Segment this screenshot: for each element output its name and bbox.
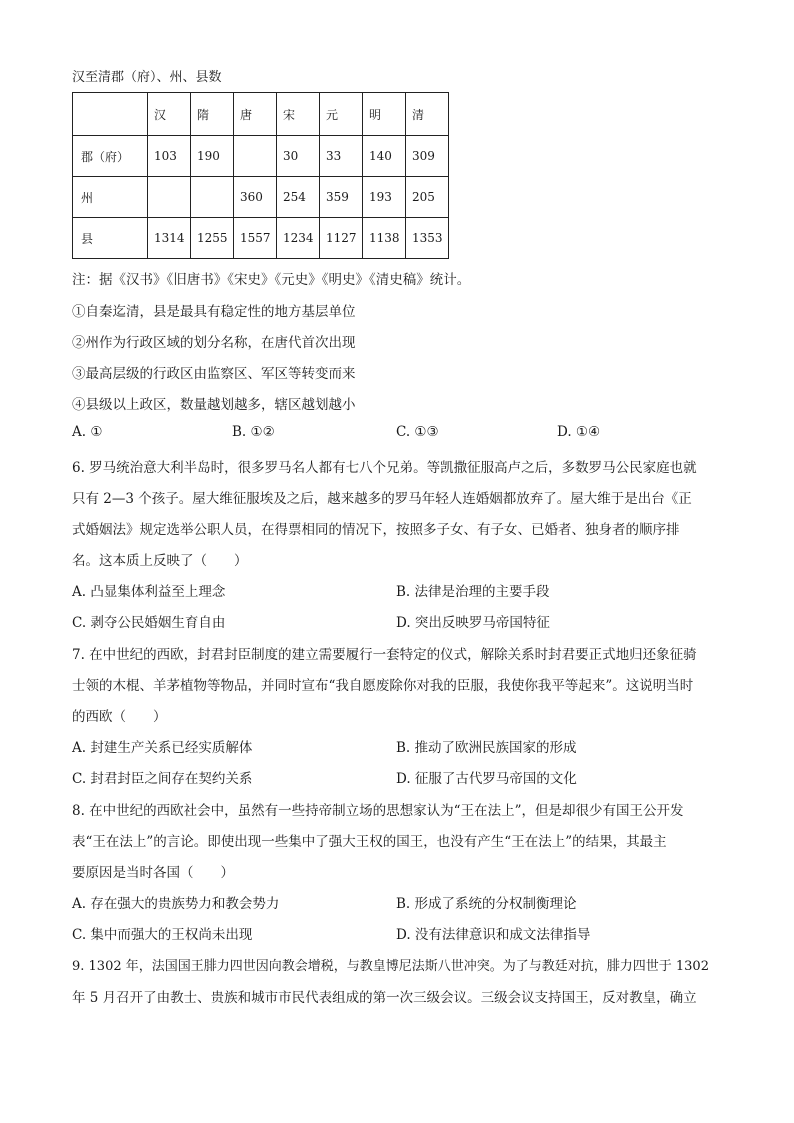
statistics-table: [72, 92, 449, 259]
table-cell: [148, 177, 191, 218]
table-header-cell: 唐: [234, 93, 277, 136]
q6-option-c: C. 剥夺公民婚姻生育自由: [72, 615, 226, 631]
table-row: [73, 218, 449, 259]
table-cell: 1127: [320, 218, 363, 259]
table-cell: 193: [363, 177, 406, 218]
q8-text-line: 8. 在中世纪的西欧社会中，虽然有一些持帝制立场的思想家认为“王在法上”，但是却很少有国王公开发: [72, 803, 684, 819]
table-cell: [234, 136, 277, 177]
q7-option-c: C. 封君封臣之间存在契约关系: [72, 771, 253, 787]
table-cell: 县: [73, 218, 148, 259]
table-cell: 1138: [363, 218, 406, 259]
table-header-cell: 明: [363, 93, 406, 136]
q5-statement-2: ②州作为行政区域的划分名称，在唐代首次出现: [72, 335, 356, 351]
table-cell: 360: [234, 177, 277, 218]
table-cell: 1353: [406, 218, 449, 259]
q6-option-d: D. 突出反映罗马帝国特征: [396, 615, 550, 631]
q7-option-a: A. 封建生产关系已经实质解体: [72, 740, 253, 756]
table-cell: 309: [406, 136, 449, 177]
table-cell: 103: [148, 136, 191, 177]
table-row: [73, 136, 449, 177]
table-cell: 州: [73, 177, 148, 218]
q5-statement-1: ①自秦迄清，县是最具有稳定性的地方基层单位: [72, 304, 356, 320]
q6-text-line: 只有 2—3 个孩子。屋大维征服埃及之后，越来越多的罗马年轻人连婚姻都放弃了。屋大维于是出台《正: [72, 491, 692, 507]
q9-text-line: 9. 1302 年，法国国王腓力四世因向教会增税，与教皇博尼法斯八世冲突。为了与教廷对抗，腓力四世于 1302: [72, 959, 709, 974]
table-header-cell: 元: [320, 93, 363, 136]
table-header-cell: 宋: [277, 93, 320, 136]
q7-option-d: D. 征服了古代罗马帝国的文化: [396, 771, 577, 787]
q5-statement-3: ③最高层级的行政区由监察区、军区等转变而来: [72, 366, 356, 382]
table-title: 汉至清郡（府）、州、县数: [72, 70, 222, 85]
q5-option-d: D. ①④: [557, 424, 601, 440]
q6-option-a: A. 凸显集体利益至上理念: [72, 584, 226, 600]
table-header-cell: 清: [406, 93, 449, 136]
table-cell: [191, 177, 234, 218]
q8-text-line: 要原因是当时各国（ ）: [72, 865, 234, 881]
q5-statement-4: ④县级以上政区，数量越划越多，辖区越划越小: [72, 397, 356, 413]
table-note: 注：据《汉书》《旧唐书》《宋史》《元史》《明史》《清史稿》统计。: [72, 272, 471, 288]
table-cell: 254: [277, 177, 320, 218]
table-cell: 1557: [234, 218, 277, 259]
q6-text-line: 名。这本质上反映了（ ）: [72, 553, 248, 569]
q8-option-d: D. 没有法律意识和成文法律指导: [396, 927, 591, 943]
table-cell: 1314: [148, 218, 191, 259]
table-row: [73, 177, 449, 218]
q6-option-b: B. 法律是治理的主要手段: [396, 584, 550, 600]
q5-option-b: B. ①②: [232, 424, 275, 440]
table-cell: 30: [277, 136, 320, 177]
table-cell: 190: [191, 136, 234, 177]
table-cell: 1234: [277, 218, 320, 259]
table-cell: 359: [320, 177, 363, 218]
table-header-cell: 汉: [148, 93, 191, 136]
q6-text-line: 6. 罗马统治意大利半岛时，很多罗马名人都有七八个兄弟。等凯撒征服高卢之后，多数罗马公民家庭也就: [72, 460, 697, 476]
table-cell: 140: [363, 136, 406, 177]
table-header-cell: 隋: [191, 93, 234, 136]
table-header-cell: [73, 93, 148, 136]
q5-option-c: C. ①③: [396, 424, 439, 440]
table-cell: 1255: [191, 218, 234, 259]
q7-text-line: 士领的木棍、羊茅植物等物品，并同时宣布“我自愿废除你对我的臣服，我使你我平等起来”。这说明当时: [72, 678, 694, 694]
q6-text-line: 式婚姻法》规定选举公职人员，在得票相同的情况下，按照多子女、有子女、已婚者、独身者的顺序排: [72, 522, 680, 538]
q8-text-line: 表“王在法上”的言论。即使出现一些集中了强大王权的国王，也没有产生“王在法上”的结果，其最主: [72, 834, 667, 850]
table-cell: 33: [320, 136, 363, 177]
table-header-row: [73, 93, 449, 136]
q7-text-line: 的西欧（ ）: [72, 709, 167, 725]
q7-option-b: B. 推动了欧洲民族国家的形成: [396, 740, 577, 756]
table-cell: 205: [406, 177, 449, 218]
q5-option-a: A. ①: [72, 424, 103, 440]
q7-text-line: 7. 在中世纪的西欧，封君封臣制度的建立需要履行一套特定的仪式，解除关系时封君要正式地归还象征骑: [72, 647, 697, 663]
q9-text-line: 年 5 月召开了由教士、贵族和城市市民代表组成的第一次三级会议。三级会议支持国王，反对教皇，确立: [72, 990, 697, 1006]
q8-option-c: C. 集中而强大的王权尚未出现: [72, 927, 253, 943]
table-cell: 郡（府）: [73, 136, 148, 177]
q8-option-a: A. 存在强大的贵族势力和教会势力: [72, 896, 280, 912]
q8-option-b: B. 形成了系统的分权制衡理论: [396, 896, 577, 912]
